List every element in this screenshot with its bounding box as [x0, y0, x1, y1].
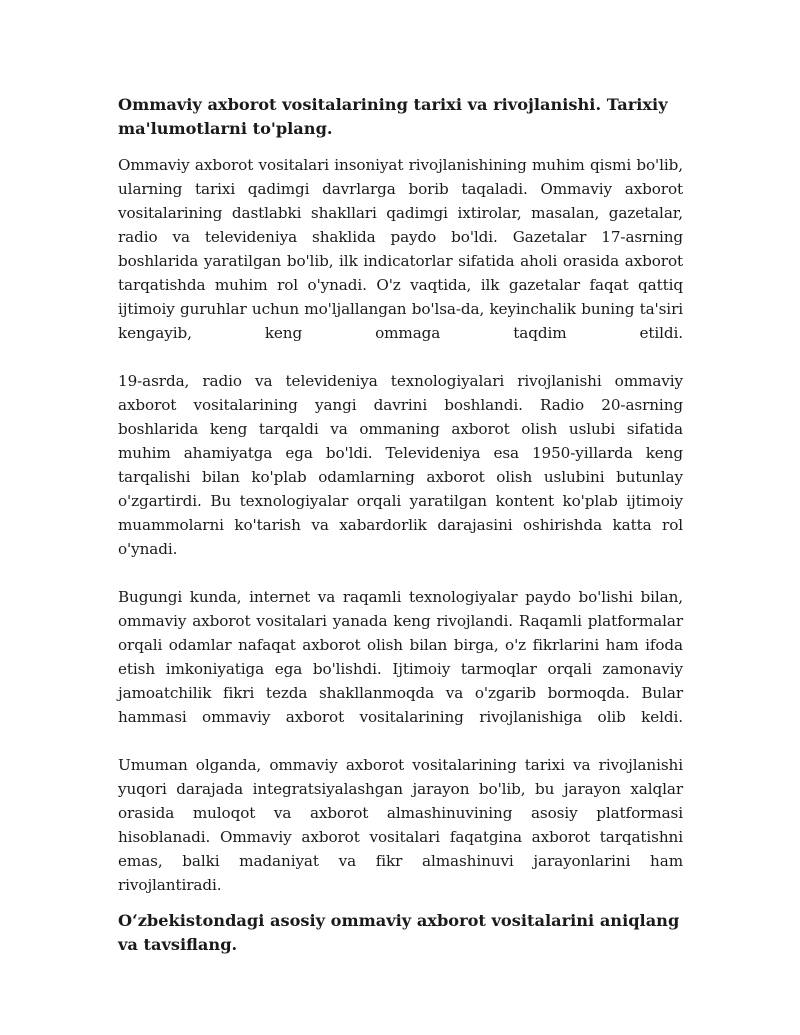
paragraph-digital: Bugungi kunda, internet va raqamli texnologiyalar paydo bo'lishi bilan, ommaviy axborot vositalari yanada keng rivojlandi. Raqamli platformalar orqali odamlar nafaqat axborot olish bilan birga, o'z fikrlarini ham ifoda etish imkoniyatiga ega bo'lishdi. Ijtimoiy tarmoqlar orqali zamonaviy jamoatchilik fikri tezda shakllanmoqda va o'zgarib bormoqda. Bular hammasi ommaviy axborot vositalarining rivojlanishiga olib keldi.	[118, 588, 683, 726]
section-heading-history: Ommaviy axborot vositalarining tarixi va rivojlanishi. Tarixiy ma'lumotlarni to'plang.	[118, 95, 668, 138]
paragraph-conclusion: Umuman olganda, ommaviy axborot vositalarining tarixi va rivojlanishi yuqori darajada integratsiyalashgan jarayon bo'lib, bu jarayon xalqlar orasida muloqot va axborot almashinuvining asosiy platformasi hisoblanadi. Ommaviy axborot vositalari faqatgina axborot tarqatishni emas, balki madaniyat va fikr almashinuvi jarayonlarini ham rivojlantiradi.	[118, 756, 683, 894]
paragraph-radio-tv: 19-asrda, radio va televideniya texnologiyalari rivojlanishi ommaviy axborot vositalarining yangi davrini boshlandi. Radio 20-asrning boshlarida keng tarqaldi va ommaning axborot olish uslubi sifatida muhim ahamiyatga ega bo'ldi. Televideniya esa 1950-yillarda keng tarqalishi bilan ko'plab odamlarning axborot olish uslubini butunlay o'zgartirdi. Bu texnologiyalar orqali yaratilgan kontent ko'plab ijtimoiy muammolarni ko'tarish va xabardorlik darajasini oshirishda katta rol o'ynadi.	[118, 372, 683, 558]
document-page	[118, 93, 683, 969]
paragraph-origins: Ommaviy axborot vositalari insoniyat rivojlanishining muhim qismi bo'lib, ularning tarixi qadimgi davrlarga borib taqaladi. Ommaviy axborot vositalarining dastlabki shakllari qadimgi ixtirolar, masalan, gazetalar, radio va televideniya shaklida paydo bo'ldi. Gazetalar 17-asrning boshlarida yaratilgan bo'lib, ilk indicatorlar sifatida aholi orasida axborot tarqatishda muhim rol o'ynadi. O'z vaqtida, ilk gazetalar faqat qattiq ijtimoiy guruhlar uchun mo'ljallangan bo'lsa-da, keyinchalik buning ta'siri kengayib, keng ommaga taqdim etildi.	[118, 156, 683, 342]
section-heading-uzbekistan: O‘zbekistondagi asosiy ommaviy axborot vositalarini aniqlang va tavsiflang.	[118, 911, 680, 954]
